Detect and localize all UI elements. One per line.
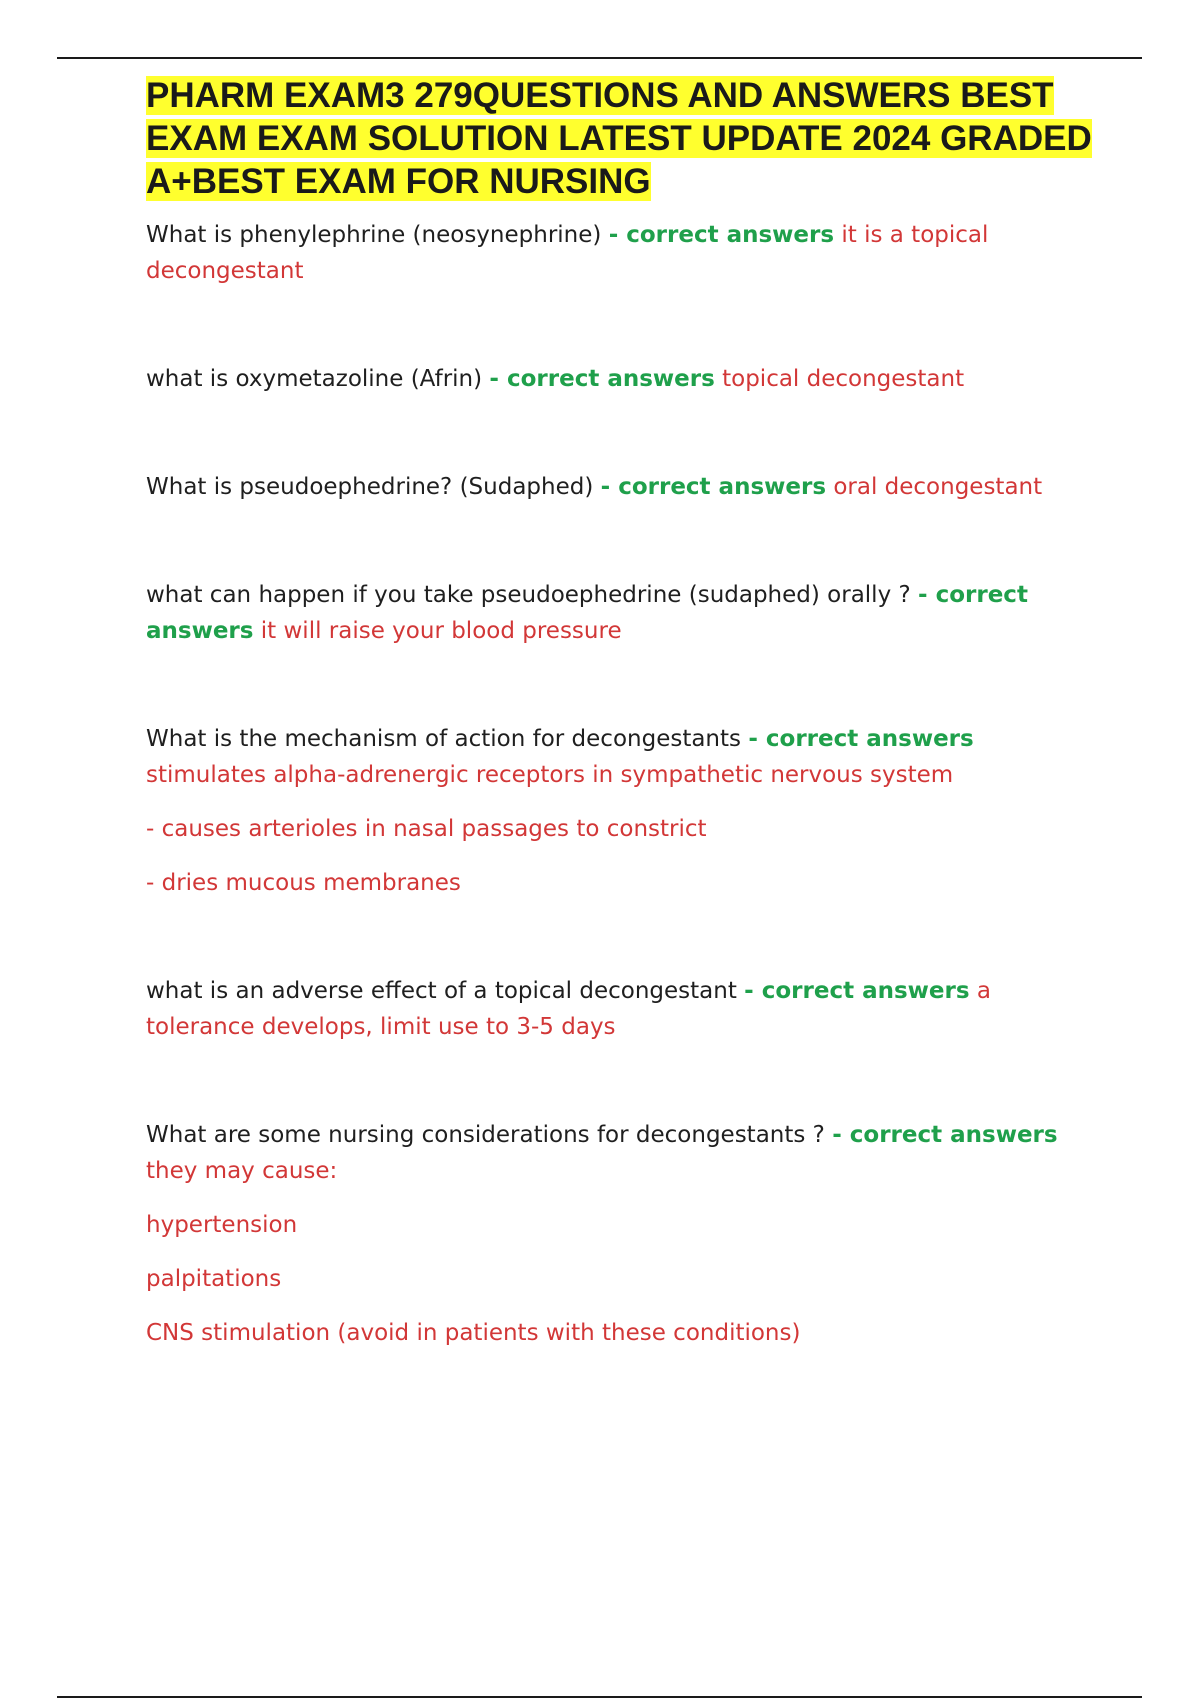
correct-answers-label: - correct answers: [744, 978, 970, 1004]
answer-text: it is a topical decongestant: [146, 222, 989, 284]
answer-text: stimulates alpha-adrenergic receptors in sympathetic nervous system: [146, 762, 954, 788]
question-text: what can happen if you take pseudoephedrine (sudaphed) orally ?: [146, 582, 911, 608]
question-text: what is an adverse effect of a topical decongestant: [146, 978, 737, 1004]
answer-detail-line: palpitations: [146, 1266, 282, 1292]
correct-answers-label: - correct answers: [489, 366, 715, 392]
qa-item: [146, 577, 1096, 649]
question-text: What is the mechanism of action for decongestants: [146, 726, 742, 752]
correct-answers-label: - correct answers: [608, 222, 835, 248]
question-text: What is pseudoephedrine? (Sudaphed): [146, 474, 594, 500]
top-rule: [57, 57, 1142, 59]
answer-detail-line: CNS stimulation (avoid in patients with these conditions): [146, 1320, 801, 1346]
qa-list: [146, 217, 1096, 1351]
qa-item: [146, 361, 1096, 397]
answer-text: oral decongestant: [833, 474, 1043, 500]
correct-answers-label: - correct answers: [832, 1122, 1058, 1148]
answer-detail-line: - dries mucous membranes: [146, 870, 461, 896]
answer-text: it will raise your blood pressure: [260, 618, 622, 644]
qa-item: [146, 973, 1096, 1045]
answer-text: they may cause:: [146, 1158, 338, 1184]
correct-answers-label: - correct answers: [600, 474, 827, 500]
answer-text: topical decongestant: [722, 366, 965, 392]
answer-detail-line: hypertension: [146, 1212, 298, 1238]
document-title: PHARM EXAM3 279QUESTIONS AND ANSWERS BEST EXAM EXAM SOLUTION LATEST UPDATE 2024 GRADED A+BEST EXAM FOR NURSING: [146, 76, 1092, 201]
document-page: [146, 74, 1096, 1351]
answer-detail-line: - causes arterioles in nasal passages to constrict: [146, 816, 707, 842]
question-text: What are some nursing considerations for decongestants ?: [146, 1122, 825, 1148]
answer-text: a tolerance develops, limit use to 3-5 days: [146, 978, 991, 1040]
correct-answers-label: - correct answers: [748, 726, 974, 752]
question-text: What is phenylephrine (neosynephrine): [146, 222, 602, 248]
qa-item: [146, 469, 1096, 505]
correct-answers-label: - correct answers: [146, 582, 1028, 644]
qa-item: [146, 217, 1096, 289]
qa-item: [146, 1117, 1096, 1189]
bottom-rule: [57, 1696, 1142, 1698]
question-text: what is oxymetazoline (Afrin): [146, 366, 483, 392]
qa-item: [146, 721, 1096, 793]
